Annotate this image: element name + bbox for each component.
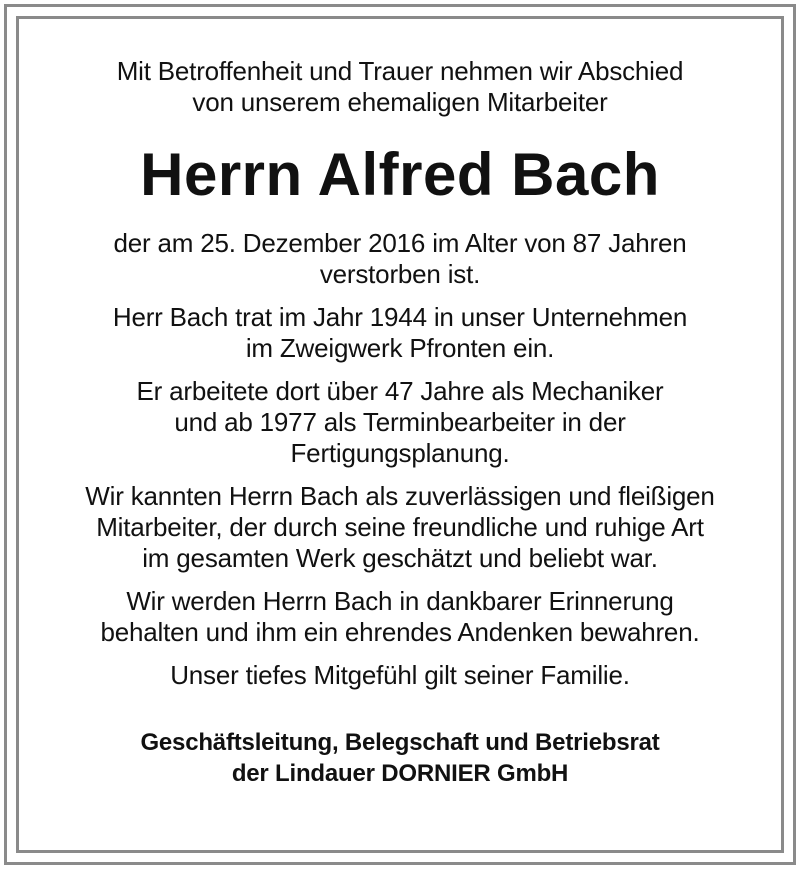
paragraph-line: Fertigungsplanung. (290, 438, 510, 468)
intro-text (22, 56, 778, 118)
paragraph-line: der am 25. Dezember 2016 im Alter von 87 Jahren (113, 228, 687, 258)
obituary-notice (22, 22, 778, 789)
signature-block (22, 727, 778, 789)
paragraph-line: Mitarbeiter, der durch seine freundliche und ruhige Art (96, 512, 704, 542)
signature-line: Geschäftsleitung, Belegschaft und Betriebsrat (140, 729, 660, 756)
paragraph-line: im gesamten Werk geschätzt und beliebt war. (142, 543, 658, 573)
paragraph-line: behalten und ihm ein ehrendes Andenken bewahren. (100, 617, 700, 647)
paragraph-death (22, 228, 778, 290)
paragraph-line: im Zweigwerk Pfronten ein. (245, 333, 555, 363)
paragraph-condolence (22, 660, 778, 691)
paragraph-line: verstorben ist. (319, 259, 481, 289)
paragraph-line: Wir kannten Herrn Bach als zuverlässigen und fleißigen (85, 481, 715, 511)
paragraph-line: und ab 1977 als Terminbearbeiter in der (174, 407, 626, 437)
intro-line: Mit Betroffenheit und Trauer nehmen wir Abschied (116, 56, 684, 86)
deceased-name: Herrn Alfred Bach (140, 141, 660, 208)
paragraph-character (22, 481, 778, 574)
paragraph-career (22, 376, 778, 469)
paragraph-memory (22, 586, 778, 648)
paragraph-line: Herr Bach trat im Jahr 1944 in unser Unternehmen (112, 302, 688, 332)
paragraph-line: Unser tiefes Mitgefühl gilt seiner Familie. (170, 660, 630, 690)
paragraph-joining (22, 302, 778, 364)
paragraph-line: Er arbeitete dort über 47 Jahre als Mechaniker (136, 376, 664, 406)
intro-line: von unserem ehemaligen Mitarbeiter (192, 87, 608, 117)
paragraph-line: Wir werden Herrn Bach in dankbarer Erinnerung (126, 586, 674, 616)
company-name: der Lindauer DORNIER GmbH (231, 760, 569, 787)
